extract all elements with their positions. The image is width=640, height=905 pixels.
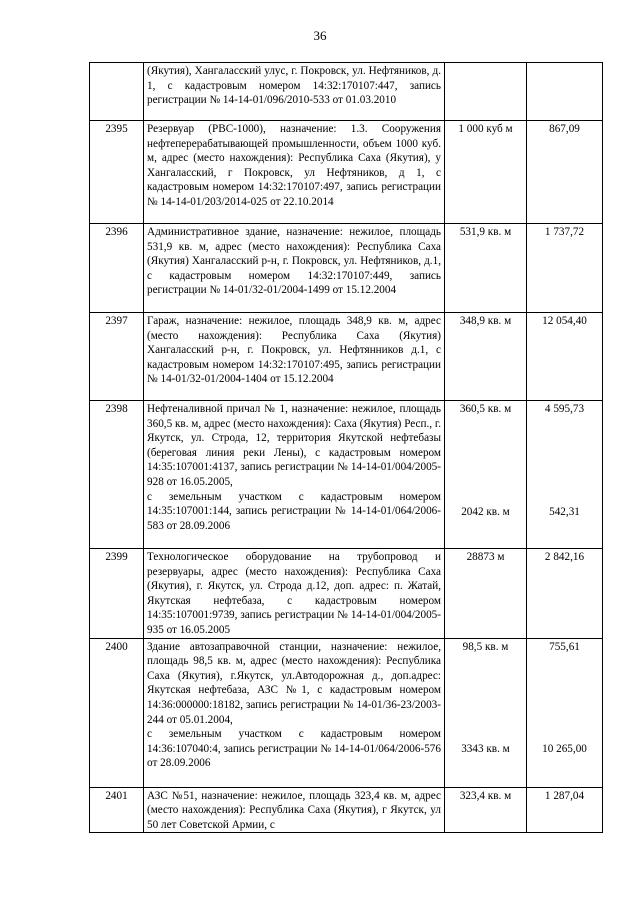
property-description: АЗС №51, назначение: нежилое, площадь 323,4 кв. м, адрес (место нахождения): Республика Саха (Якутия), г Якутск, ул 50 лет Советской Армии, с	[144, 787, 445, 833]
property-area	[445, 638, 527, 787]
property-area: 348,9 кв. м	[445, 313, 527, 401]
property-area	[445, 401, 527, 549]
table-row	[90, 638, 603, 787]
table-row	[90, 549, 603, 639]
table-row	[90, 401, 603, 549]
property-value	[527, 63, 603, 121]
property-registry-table	[89, 62, 603, 833]
property-description	[144, 638, 445, 787]
property-value	[527, 638, 603, 787]
property-description-main: Здание автозаправочной станции, назначение: нежилое, площадь 98,5 кв. м, адрес (место нахождения): Республика Саха (Якутия), г.Якутск, ул.Автодорожная д., доп.адрес: Якутская нефтебаза, АЗС №1, с кадастровым номером 14:36:000000:18182, запись регистрации № 14-01/36-23/2003-244 от 05.01.2004,	[147, 640, 441, 726]
land-plot-value: 10 265,00	[542, 743, 587, 756]
table-row	[90, 63, 603, 121]
property-value: 1 737,72	[527, 224, 603, 313]
row-number: 2400	[90, 638, 144, 787]
property-area: 531,9 кв. м	[445, 224, 527, 313]
table-row	[90, 224, 603, 313]
property-description: Резервуар (РВС-1000), назначение: 1.3. Сооружения нефтеперерабатывающей промышленности, объем 1000 куб. м, адрес (место нахождения): Республика Саха (Якутия), у Хангаласский, г Покровск, ул Нефтяников, д 1, с кадастровым номером 14:32:170107:497, запись регистрации № 14-14-01/203/2014-025 от 22.10.2014	[144, 121, 445, 224]
row-number: 2395	[90, 121, 144, 224]
row-number	[90, 63, 144, 121]
row-number: 2401	[90, 787, 144, 833]
table-row	[90, 313, 603, 401]
property-description	[144, 401, 445, 549]
property-value: 1 287,04	[527, 787, 603, 833]
row-number: 2396	[90, 224, 144, 313]
row-number: 2397	[90, 313, 144, 401]
property-area: 28873 м	[445, 549, 527, 639]
property-area: 323,4 кв. м	[445, 787, 527, 833]
land-plot-area: 2042 кв. м	[461, 505, 510, 518]
land-plot-description: с земельным участком с кадастровым номером 14:36:107040:4, запись регистрации № 14-14-01/064/2006-576 от 28.09.2006	[147, 728, 441, 770]
property-description-main: Нефтеналивной причал № 1, назначение: нежилое, площадь 360,5 кв. м, адрес (место нахождения): Саха (Якутия) Респ., г. Якутск, ул. Строда, 12, территория Якутской нефтебазы (береговая линия реки Лены), с кадастровым номером 14:35:107001:4137, запись регистрации № 14-14-01/004/2005-928 от 16.05.2005,	[147, 403, 441, 488]
building-value: 4 595,73	[544, 403, 585, 415]
building-area: 98,5 кв. м	[462, 640, 509, 653]
page-number: 36	[313, 28, 327, 43]
land-plot-area: 3343 кв. м	[461, 743, 510, 756]
property-value: 2 842,16	[527, 549, 603, 639]
building-area: 360,5 кв. м	[459, 403, 512, 415]
property-value: 867,09	[527, 121, 603, 224]
property-value: 12 054,40	[527, 313, 603, 401]
table-row	[90, 121, 603, 224]
table-row	[90, 787, 603, 833]
property-description: Технологическое оборудование на трубопровод и резервуары, адрес (место нахождения): Республика Саха (Якутия), г. Якутск, ул. Строда д.12, доп. адрес: п. Жатай, Якутская нефтебаза, с кадастровым номером 14:35:107001:9739, запись регистрации № 14-14-01/004/2005-935 от 16.05.2005	[144, 549, 445, 639]
property-area: 1 000 куб м	[445, 121, 527, 224]
property-description: Административное здание, назначение: нежилое, площадь 531,9 кв. м, адрес (место нахождения): Республика Саха (Якутия) Хангаласский р-н, г. Покровск, ул. Нефтяников, д.1, с кадастровым номером 14:32:170107:449, запись регистрации № 14-01/32-01/2004-1499 от 15.12.2004	[144, 224, 445, 313]
property-description: Гараж, назначение: нежилое, площадь 348,9 кв. м, адрес (место нахождения): Республика Саха (Якутия) Хангаласский р-н, г. Покровск, ул. Нефтянников д.1, с кадастровым номером 14:32:170107:495, запись регистрации № 14-01/32-01/2004-1404 от 15.12.2004	[144, 313, 445, 401]
land-plot-value: 542,31	[549, 505, 580, 518]
building-value: 755,61	[549, 640, 580, 653]
property-description: (Якутия), Хангаласский улус, г. Покровск, ул. Нефтяников, д. 1, с кадастровым номером 14:32:170107:447, запись регистрации № 14-14-01/096/2010-533 от 01.03.2010	[144, 63, 445, 121]
property-value	[527, 401, 603, 549]
land-plot-description: с земельным участком с кадастровым номером 14:35:107001:144, запись регистрации № 14-14-01/064/2006-583 от 28.09.2006	[147, 490, 441, 532]
row-number: 2399	[90, 549, 144, 639]
property-area	[445, 63, 527, 121]
row-number: 2398	[90, 401, 144, 549]
